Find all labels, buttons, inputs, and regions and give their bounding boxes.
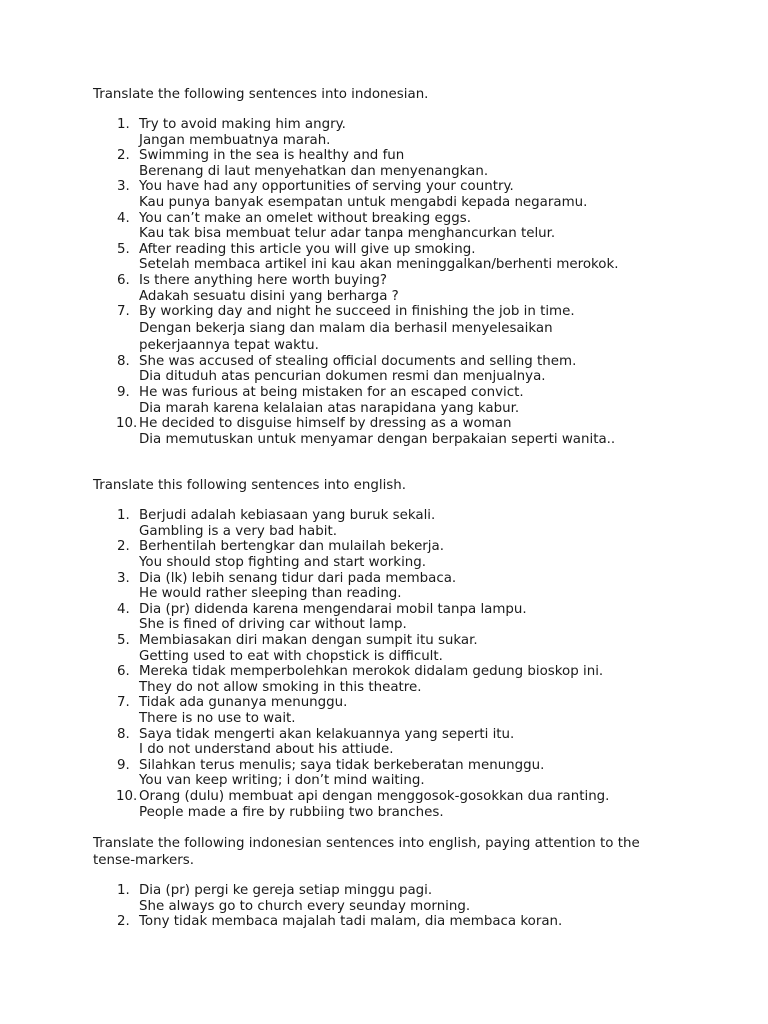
source-sentence: After reading this article you will give up smoking. <box>139 241 476 257</box>
source-sentence: Tony tidak membaca majalah tadi malam, dia membaca koran. <box>139 914 563 930</box>
item-number: 4. <box>117 210 130 226</box>
item-number: 4. <box>117 601 130 617</box>
item-number: 10. <box>116 788 138 804</box>
translation-sentence: They do not allow smoking in this theatre. <box>139 679 422 695</box>
translation-sentence: Dia marah karena kelalaian atas narapidana yang kabur. <box>139 400 520 416</box>
source-sentence: Is there anything here worth buying? <box>139 272 387 288</box>
item-number: 1. <box>117 883 130 899</box>
source-sentence: By working day and night he succeed in finishing the job in time. <box>139 304 575 320</box>
item-number: 2. <box>117 148 130 164</box>
list-item <box>93 416 693 447</box>
section-instruction: Translate this following sentences into english. <box>93 478 407 494</box>
translation-sentence: Adakah sesuatu disini yang berharga ? <box>139 288 399 304</box>
translation-sentence: Dengan bekerja siang dan malam dia berhasil menyelesaikan <box>139 320 553 336</box>
exercise-list <box>93 117 693 447</box>
source-sentence: Dia (pr) didenda karena mengendarai mobil tanpa lampu. <box>139 601 527 617</box>
list-item <box>93 354 693 385</box>
translation-sentence: She is fined of driving car without lamp. <box>139 617 407 633</box>
translation-sentence: Getting used to eat with chopstick is difficult. <box>139 648 443 664</box>
section-tense-markers <box>93 835 693 930</box>
item-number: 2. <box>117 914 130 930</box>
source-sentence: Mereka tidak memperbolehkan merokok didalam gedung bioskop ini. <box>139 664 604 680</box>
list-item <box>93 758 693 789</box>
item-number: 5. <box>117 241 130 257</box>
item-number: 5. <box>117 633 130 649</box>
item-number: 10. <box>116 416 138 432</box>
list-item <box>93 633 693 664</box>
list-item <box>93 539 693 570</box>
list-item <box>93 883 693 914</box>
source-sentence: You have had any opportunities of serving your country. <box>139 179 514 195</box>
list-item <box>93 664 693 695</box>
source-sentence: He was furious at being mistaken for an escaped convict. <box>139 384 524 400</box>
section-translate-to-indonesian <box>93 86 693 447</box>
list-item <box>93 571 693 602</box>
item-number: 1. <box>117 508 130 524</box>
translation-sentence: Setelah membaca artikel ini kau akan meninggalkan/berhenti merokok. <box>139 257 619 273</box>
list-item <box>93 508 693 539</box>
list-item <box>93 727 693 758</box>
translation-sentence: She always go to church every seunday morning. <box>139 898 471 914</box>
translation-sentence: Dia memutuskan untuk menyamar dengan berpakaian seperti wanita.. <box>139 431 616 447</box>
translation-sentence: He would rather sleeping than reading. <box>139 586 402 602</box>
item-number: 3. <box>117 179 130 195</box>
translation-sentence: You van keep writing; i don’t mind waiting. <box>139 773 425 789</box>
source-sentence: Saya tidak mengerti akan kelakuannya yang seperti itu. <box>139 726 515 742</box>
list-item <box>93 179 693 210</box>
translation-sentence: People made a fire by rubbiing two branches. <box>139 804 444 820</box>
item-number: 2. <box>117 539 130 555</box>
list-item <box>93 789 693 820</box>
source-sentence: Dia (pr) pergi ke gereja setiap minggu pagi. <box>139 883 433 899</box>
list-item <box>93 273 693 304</box>
translation-sentence: Jangan membuatnya marah. <box>139 132 331 148</box>
translation-sentence: There is no use to wait. <box>139 711 296 726</box>
list-item <box>93 914 693 930</box>
translation-sentence-continued: pekerjaannya tepat waktu. <box>139 337 319 353</box>
translation-sentence: Dia dituduh atas pencurian dokumen resmi dan menjualnya. <box>139 369 546 385</box>
translation-sentence: I do not understand about his attiude. <box>139 742 394 758</box>
list-item <box>93 385 693 416</box>
source-sentence: She was accused of stealing official documents and selling them. <box>139 353 577 369</box>
exercise-list <box>93 883 693 930</box>
source-sentence: Try to avoid making him angry. <box>139 117 346 132</box>
source-sentence: Tidak ada gunanya menunggu. <box>139 695 348 711</box>
translation-sentence: You should stop fighting and start working. <box>139 555 427 571</box>
source-sentence: Dia (lk) lebih senang tidur dari pada membaca. <box>139 570 457 586</box>
list-item <box>93 242 693 273</box>
document-page <box>93 86 693 930</box>
section-translate-to-english <box>93 477 693 820</box>
item-number: 9. <box>117 757 130 773</box>
list-item <box>93 602 693 633</box>
source-sentence: He decided to disguise himself by dressing as a woman <box>139 416 512 432</box>
source-sentence: Orang (dulu) membuat api dengan menggosok-gosokkan dua ranting. <box>139 788 610 804</box>
item-number: 6. <box>117 664 130 680</box>
item-number: 7. <box>117 695 130 711</box>
list-item <box>93 211 693 242</box>
section-instruction: Translate the following sentences into indonesian. <box>93 87 429 102</box>
item-number: 8. <box>117 726 130 742</box>
list-item <box>93 117 693 148</box>
list-item <box>93 148 693 179</box>
translation-sentence: Gambling is a very bad habit. <box>139 523 337 539</box>
item-number: 9. <box>117 384 130 400</box>
item-number: 8. <box>117 353 130 369</box>
item-number: 7. <box>117 304 130 320</box>
item-number: 3. <box>117 570 130 586</box>
exercise-list <box>93 508 693 820</box>
item-number: 1. <box>117 117 130 132</box>
source-sentence: Berhentilah bertengkar dan mulailah bekerja. <box>139 539 444 555</box>
list-item <box>93 304 693 354</box>
translation-sentence: Berenang di laut menyehatkan dan menyenangkan. <box>139 163 489 179</box>
source-sentence: You can’t make an omelet without breaking eggs. <box>139 210 472 226</box>
item-number: 6. <box>117 272 130 288</box>
translation-sentence: Kau tak bisa membuat telur adar tanpa menghancurkan telur. <box>139 226 556 242</box>
translation-sentence: Kau punya banyak esempatan untuk mengabdi kepada negaramu. <box>139 194 588 210</box>
section-instruction: Translate the following indonesian sentences into english, paying attention to the tense-markers. <box>93 836 640 869</box>
source-sentence: Berjudi adalah kebiasaan yang buruk sekali. <box>139 508 436 524</box>
source-sentence: Swimming in the sea is healthy and fun <box>139 148 405 164</box>
source-sentence: Membiasakan diri makan dengan sumpit itu sukar. <box>139 633 478 649</box>
list-item <box>93 695 693 726</box>
source-sentence: Silahkan terus menulis; saya tidak berkeberatan menunggu. <box>139 757 545 773</box>
